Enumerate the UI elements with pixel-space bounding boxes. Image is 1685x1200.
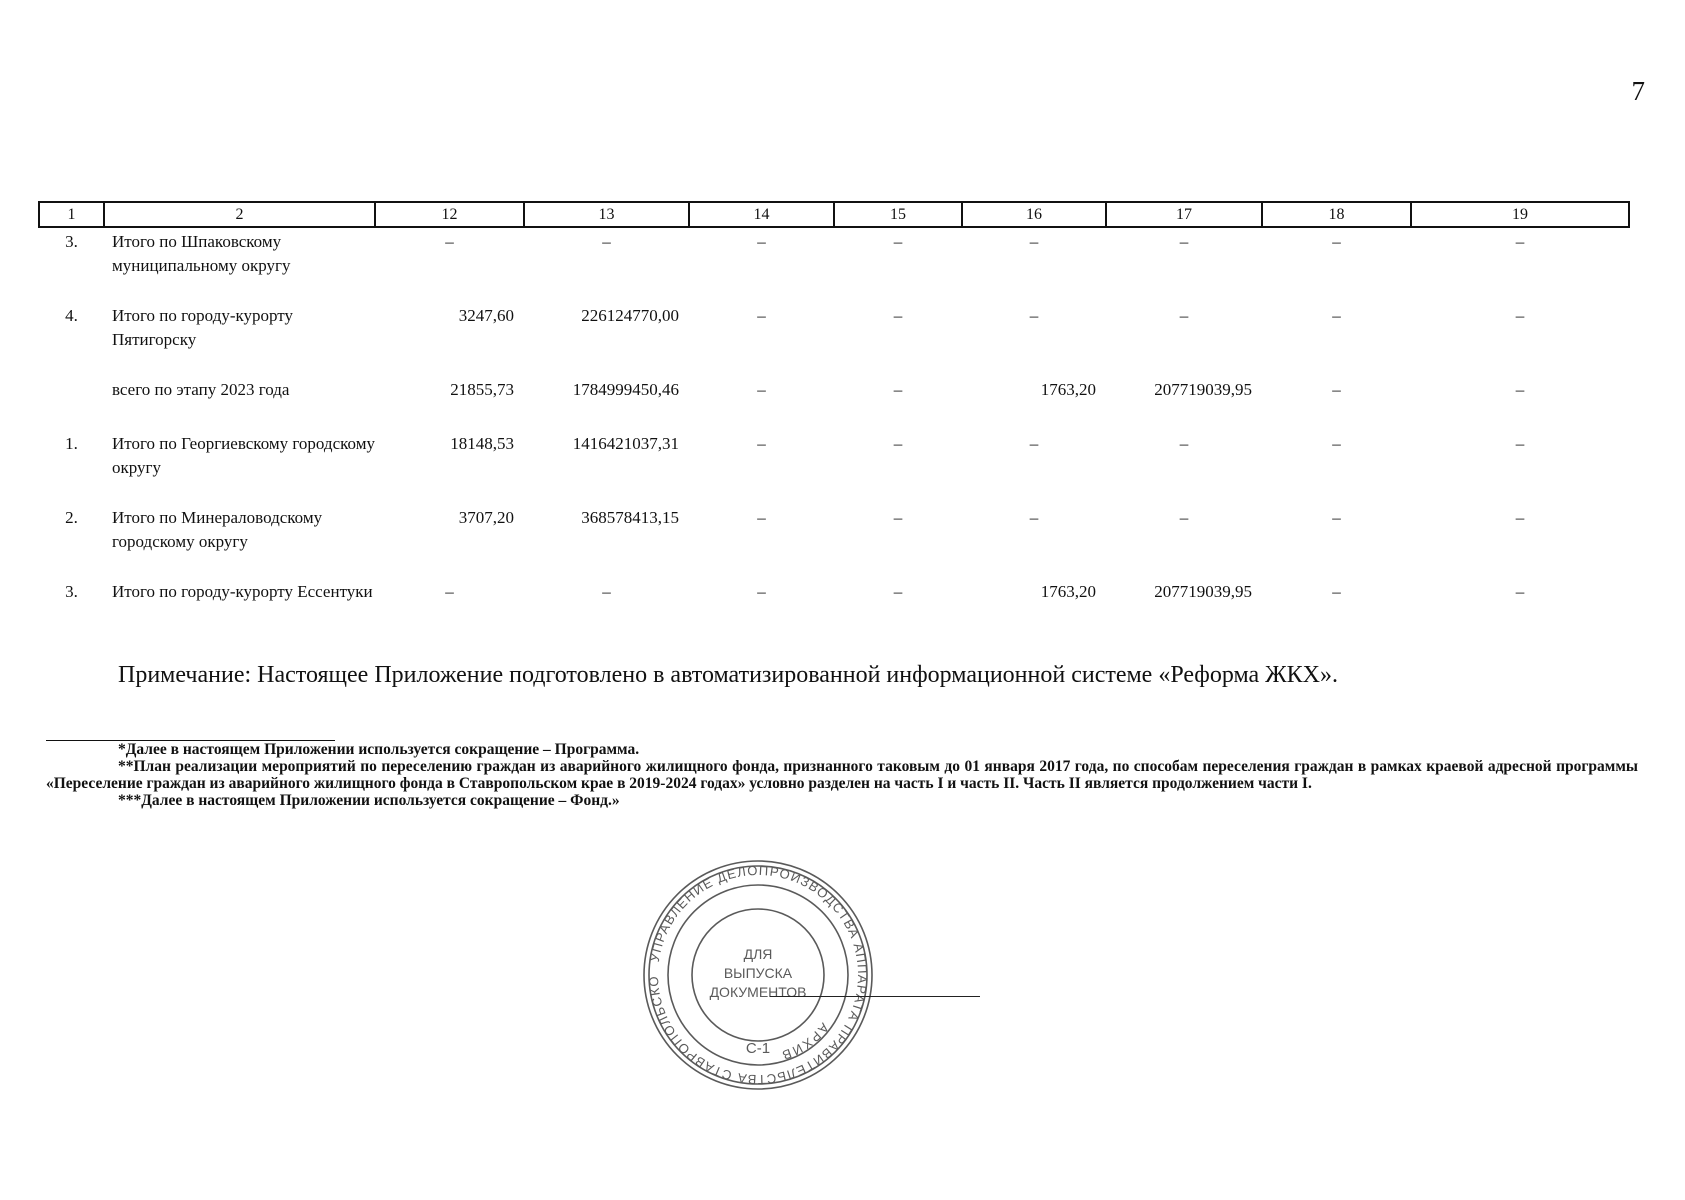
cell-col19: –	[1515, 582, 1525, 601]
cell-col15: –	[893, 232, 903, 251]
cell-col14: –	[757, 434, 766, 453]
cell-col13: 226124770,00	[581, 306, 679, 325]
stamp-seal-icon	[640, 857, 876, 1093]
cell-col19: –	[1515, 306, 1525, 325]
footnotes	[46, 741, 1638, 809]
cell-col18: –	[1332, 380, 1341, 399]
column-header: 15	[834, 202, 962, 227]
cell-col15: –	[893, 306, 903, 325]
cell-col12: 18148,53	[450, 434, 514, 453]
column-header: 16	[962, 202, 1106, 227]
cell-col13: –	[602, 232, 611, 251]
cell-col17: 207719039,95	[1154, 380, 1252, 399]
cell-col14: –	[757, 306, 766, 325]
cell-col14: –	[757, 508, 766, 527]
cell-col13: 1416421037,31	[572, 434, 679, 453]
row-name: Итого по городу-курорту Ессентуки	[112, 582, 373, 601]
table-row	[39, 504, 1629, 578]
row-number: 3.	[65, 232, 78, 251]
row-name: всего по этапу 2023 года	[112, 380, 290, 399]
row-number: 4.	[65, 306, 78, 325]
cell-col17: –	[1179, 508, 1189, 527]
cell-col19: –	[1515, 434, 1525, 453]
row-number: 3.	[65, 582, 78, 601]
cell-col12: –	[445, 232, 454, 251]
table-row	[39, 376, 1629, 430]
column-header: 19	[1411, 202, 1629, 227]
annex-table-container	[38, 201, 1628, 652]
page-number: 7	[1631, 76, 1645, 106]
cell-col18: –	[1332, 508, 1341, 527]
cell-col19: –	[1515, 232, 1525, 251]
cell-col17: –	[1179, 306, 1189, 325]
cell-col16: –	[1029, 306, 1039, 325]
cell-col15: –	[893, 508, 903, 527]
cell-col15: –	[893, 582, 903, 601]
cell-col18: –	[1332, 232, 1341, 251]
row-number	[39, 376, 104, 430]
cell-col15: –	[893, 380, 903, 399]
footnote-2: **План реализации мероприятий по переселению граждан из аварийного жилищного фонда, признанного таковым до 01 января 2017 года, по способам переселения граждан в рамках краевой адресной программы «Переселение граждан из аварийного жилищного фонда в Ставропольском крае в 2019-2024 годах» условно разделен на часть I и часть II. Часть II является продолжением части I.	[46, 758, 1638, 792]
cell-col17: –	[1179, 232, 1189, 251]
column-header: 12	[375, 202, 524, 227]
signature-line	[770, 996, 980, 997]
column-header: 13	[524, 202, 689, 227]
column-header: 2	[104, 202, 375, 227]
cell-col17: 207719039,95	[1154, 582, 1252, 601]
cell-col15: –	[893, 434, 903, 453]
cell-col12: 3707,20	[458, 508, 514, 527]
cell-col17: –	[1179, 434, 1189, 453]
column-header: 18	[1262, 202, 1411, 227]
table-row	[39, 302, 1629, 376]
cell-col18: –	[1332, 434, 1341, 453]
cell-col12: 21855,73	[450, 380, 514, 399]
column-header: 1	[39, 202, 104, 227]
row-name: Итого по Минераловодскому городскому округу	[112, 508, 323, 551]
cell-col16: 1763,20	[1040, 380, 1096, 399]
column-header: 14	[689, 202, 834, 227]
row-name: Итого по Шпаковскому муниципальному округу	[112, 232, 291, 275]
table-row	[39, 578, 1629, 652]
svg-text:АРХИВ: АРХИВ	[778, 1020, 833, 1064]
row-name: Итого по Георгиевскому городскому округу	[112, 434, 375, 477]
row-name: Итого по городу-курорту Пятигорску	[112, 306, 293, 349]
cell-col16: –	[1029, 508, 1039, 527]
footnote-1: *Далее в настоящем Приложении используется сокращение – Программа.	[118, 741, 640, 758]
row-number: 2.	[65, 508, 78, 527]
cell-col14: –	[757, 232, 766, 251]
svg-text:ДЛЯ: ДЛЯ	[743, 946, 773, 962]
table-header-row	[39, 202, 1629, 227]
column-header: 17	[1106, 202, 1262, 227]
archive-stamp	[640, 857, 876, 1093]
cell-col16: –	[1029, 434, 1039, 453]
svg-text:С-1: С-1	[745, 1040, 771, 1057]
row-number: 1.	[65, 434, 78, 453]
table-row	[39, 430, 1629, 504]
annex-table	[38, 201, 1630, 652]
table-row	[39, 227, 1629, 302]
cell-col14: –	[757, 380, 766, 399]
cell-col18: –	[1332, 582, 1341, 601]
svg-text:ДОКУМЕНТОВ: ДОКУМЕНТОВ	[709, 984, 807, 1000]
cell-col18: –	[1332, 306, 1341, 325]
cell-col13: 1784999450,46	[572, 380, 679, 399]
footnote-3: ***Далее в настоящем Приложении используется сокращение – Фонд.»	[118, 792, 620, 809]
cell-col19: –	[1515, 508, 1525, 527]
cell-col13: –	[602, 582, 611, 601]
cell-col19: –	[1515, 380, 1525, 399]
cell-col16: –	[1029, 232, 1039, 251]
cell-col12: 3247,60	[458, 306, 514, 325]
cell-col13: 368578413,15	[581, 508, 679, 527]
svg-text:ВЫПУСКА: ВЫПУСКА	[723, 965, 793, 981]
svg-text:УПРАВЛЕНИЕ ДЕЛОПРОИЗВОДСТВА АП: УПРАВЛЕНИЕ ДЕЛОПРОИЗВОДСТВА АППАРАТА ПРАВИТЕЛЬСТВА СТАВРОПОЛЬСКО	[645, 862, 871, 1088]
note-text: Примечание: Настоящее Приложение подготовлено в автоматизированной информационной системе «Реформа ЖКХ».	[118, 662, 1339, 688]
cell-col16: 1763,20	[1040, 582, 1096, 601]
cell-col14: –	[757, 582, 766, 601]
cell-col12: –	[445, 582, 454, 601]
